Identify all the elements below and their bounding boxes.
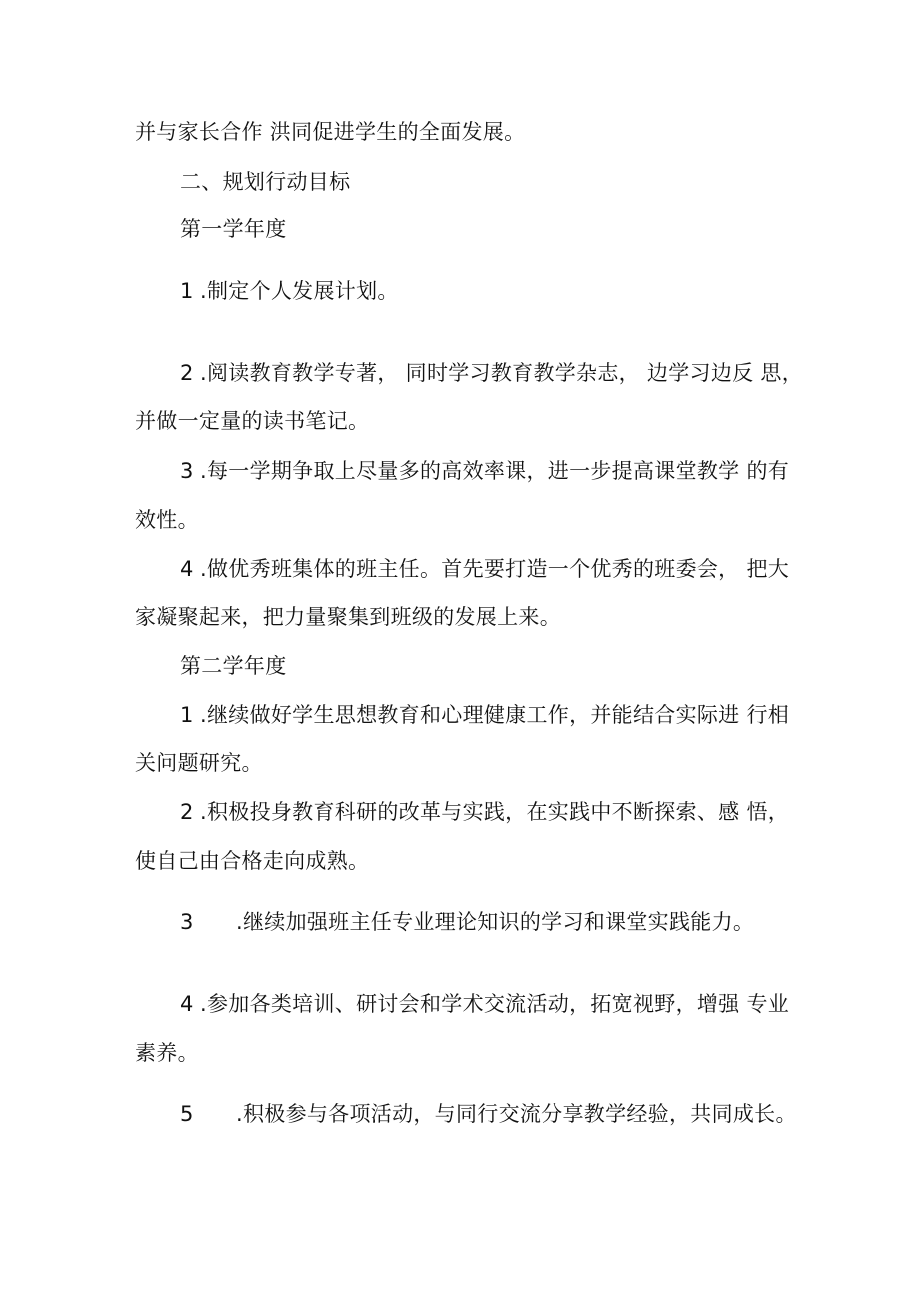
year-1-item-2-continuation: 并做一定量的读书笔记。 <box>135 409 370 433</box>
item-text: .积极参与各项活动，与同行交流分享教学经验，共同成长。 <box>236 1102 797 1126</box>
year-2-item-1-continuation: 关问题研究。 <box>135 751 263 775</box>
item-number: 1 <box>180 703 194 727</box>
year-1-item-2 <box>180 358 803 388</box>
year-2-item-5 <box>180 1099 797 1129</box>
item-text: .阅读教育教学专著， 同时学习教育教学杂志， 边学习边反 思， <box>200 361 803 385</box>
year-2-item-1 <box>180 700 789 730</box>
item-text: .制定个人发展计划。 <box>200 279 399 303</box>
section-heading: 二、规划行动目标 <box>180 170 351 194</box>
paragraph-continuation: 并与家长合作 洪同促进学生的全面发展。 <box>135 120 526 144</box>
item-number: 2 <box>180 361 194 385</box>
item-number: 1 <box>180 279 194 303</box>
year-1-item-3 <box>180 456 789 486</box>
item-text: .做优秀班集体的班主任。首先要打造一个优秀的班委会， 把大 <box>200 557 790 581</box>
item-number: 3 <box>180 910 194 934</box>
item-number: 2 <box>180 800 194 824</box>
year-1-heading: 第一学年度 <box>180 217 287 241</box>
year-2-item-4 <box>180 989 789 1019</box>
item-text: .继续加强班主任专业理论知识的学习和课堂实践能力。 <box>236 910 755 934</box>
item-text: .积极投身教育科研的改革与实践，在实践中不断探索、感 悟， <box>200 800 790 824</box>
year-2-heading: 第二学年度 <box>180 654 287 678</box>
year-2-item-2 <box>180 797 789 827</box>
year-2-item-2-continuation: 使自己由合格走向成熟。 <box>135 849 370 873</box>
item-text: .每一学期争取上尽量多的高效率课，进一步提高课堂教学 的有 <box>200 459 790 483</box>
item-text: .继续做好学生思想教育和心理健康工作，并能结合实际进 行相 <box>200 703 790 727</box>
year-1-item-1 <box>180 276 399 306</box>
year-2-item-4-continuation: 素养。 <box>135 1041 199 1065</box>
year-1-item-3-continuation: 效性。 <box>135 508 199 532</box>
item-number: 4 <box>180 992 194 1016</box>
year-1-item-4 <box>180 554 789 584</box>
item-text: .参加各类培训、研讨会和学术交流活动，拓宽视野，增强 专业 <box>200 992 790 1016</box>
item-number: 5 <box>180 1102 194 1126</box>
item-number: 3 <box>180 459 194 483</box>
item-number: 4 <box>180 557 194 581</box>
year-1-item-4-continuation: 家凝聚起来，把力量聚集到班级的发展上来。 <box>135 605 561 629</box>
year-2-item-3 <box>180 907 754 937</box>
